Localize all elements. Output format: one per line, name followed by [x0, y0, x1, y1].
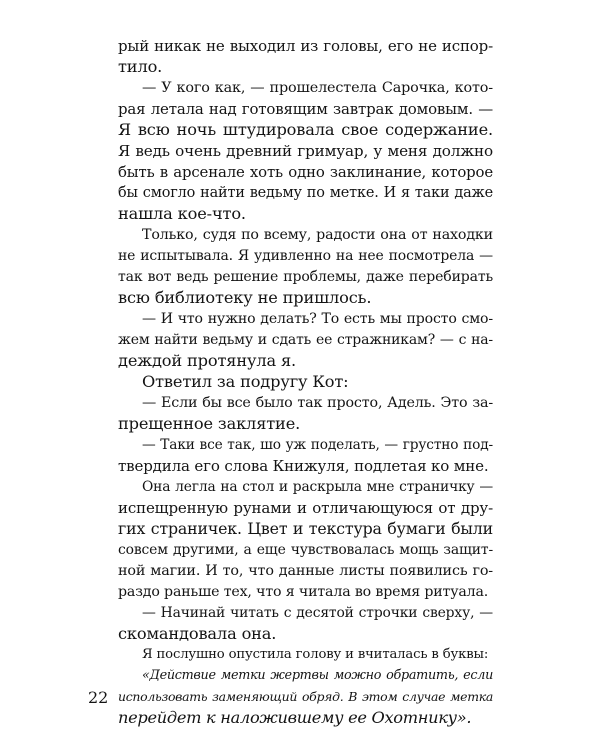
text-line: всю библиотеку не пришлось.	[118, 288, 372, 307]
text-line: Я всю ночь штудировала свое содержание.	[118, 120, 493, 139]
text-line: — Начинай читать с десятой строчки сверху, —	[142, 605, 493, 621]
text-line: — У кого как, — прошелестела Сарочка, кото-	[142, 80, 493, 96]
quote-line: использовать заменяющий обряд. В этом случае метка	[118, 689, 493, 704]
text-line: жем найти ведьму и сдать ее стражникам? — с на-	[118, 332, 493, 348]
text-line: Я послушно опустила голову и вчиталась в буквы:	[142, 647, 489, 662]
text-line: твердила его слова Книжуля, подлетая ко мне.	[118, 457, 489, 475]
text-line: Я ведь очень древний гримуар, у меня должно	[118, 142, 493, 160]
text-line: раздо раньше тех, что я читала во время ритуала.	[118, 584, 489, 600]
text-line: скомандовала она.	[118, 624, 277, 643]
text-line: испещренную рунами и отличающуюся от дру-	[118, 499, 493, 517]
text-line: рая летала над готовящим завтрак домовым. —	[118, 100, 493, 118]
text-line: — Если бы все было так просто, Адель. Это за-	[142, 395, 493, 411]
text-line: не испытывала. Я удивленно на нее посмотрела —	[118, 248, 493, 264]
text-line: прещенное заклятие.	[118, 414, 301, 433]
text-line: рый никак не выходил из головы, его не испор-	[118, 37, 493, 55]
text-line: Только, судя по всему, радости она от находки	[142, 227, 493, 243]
text-line: деждой протянула я.	[118, 351, 297, 370]
text-line: тило.	[118, 57, 163, 76]
text-line: так вот ведь решение проблемы, даже перебирать	[118, 269, 493, 285]
text-line: нашла кое-что.	[118, 204, 246, 223]
page-number: 22	[88, 688, 109, 707]
text-line: ной магии. И то, что данные листы появились го-	[118, 563, 493, 579]
text-line: Она легла на стол и раскрыла мне страничку —	[142, 479, 493, 495]
text-line: быть в арсенале хоть одно заклинание, которое	[118, 163, 493, 181]
text-line: бы смогло найти ведьму по метке. И я таки даже	[118, 185, 493, 201]
text-line: — Таки все так, шо уж поделать, — грустно под-	[142, 437, 493, 453]
text-line: совсем другими, а еще чувствовалась мощь защит-	[118, 542, 493, 558]
text-line: гих страничек. Цвет и текстура бумаги были	[118, 519, 493, 538]
quote-line: перейдет к наложившему ее Охотнику».	[118, 708, 472, 727]
quote-line: «Действие метки жертвы можно обратить, если	[142, 668, 493, 683]
text-line: — И что нужно делать? То есть мы просто смо-	[142, 311, 493, 327]
text-line: Ответил за подругу Кот:	[142, 372, 349, 391]
